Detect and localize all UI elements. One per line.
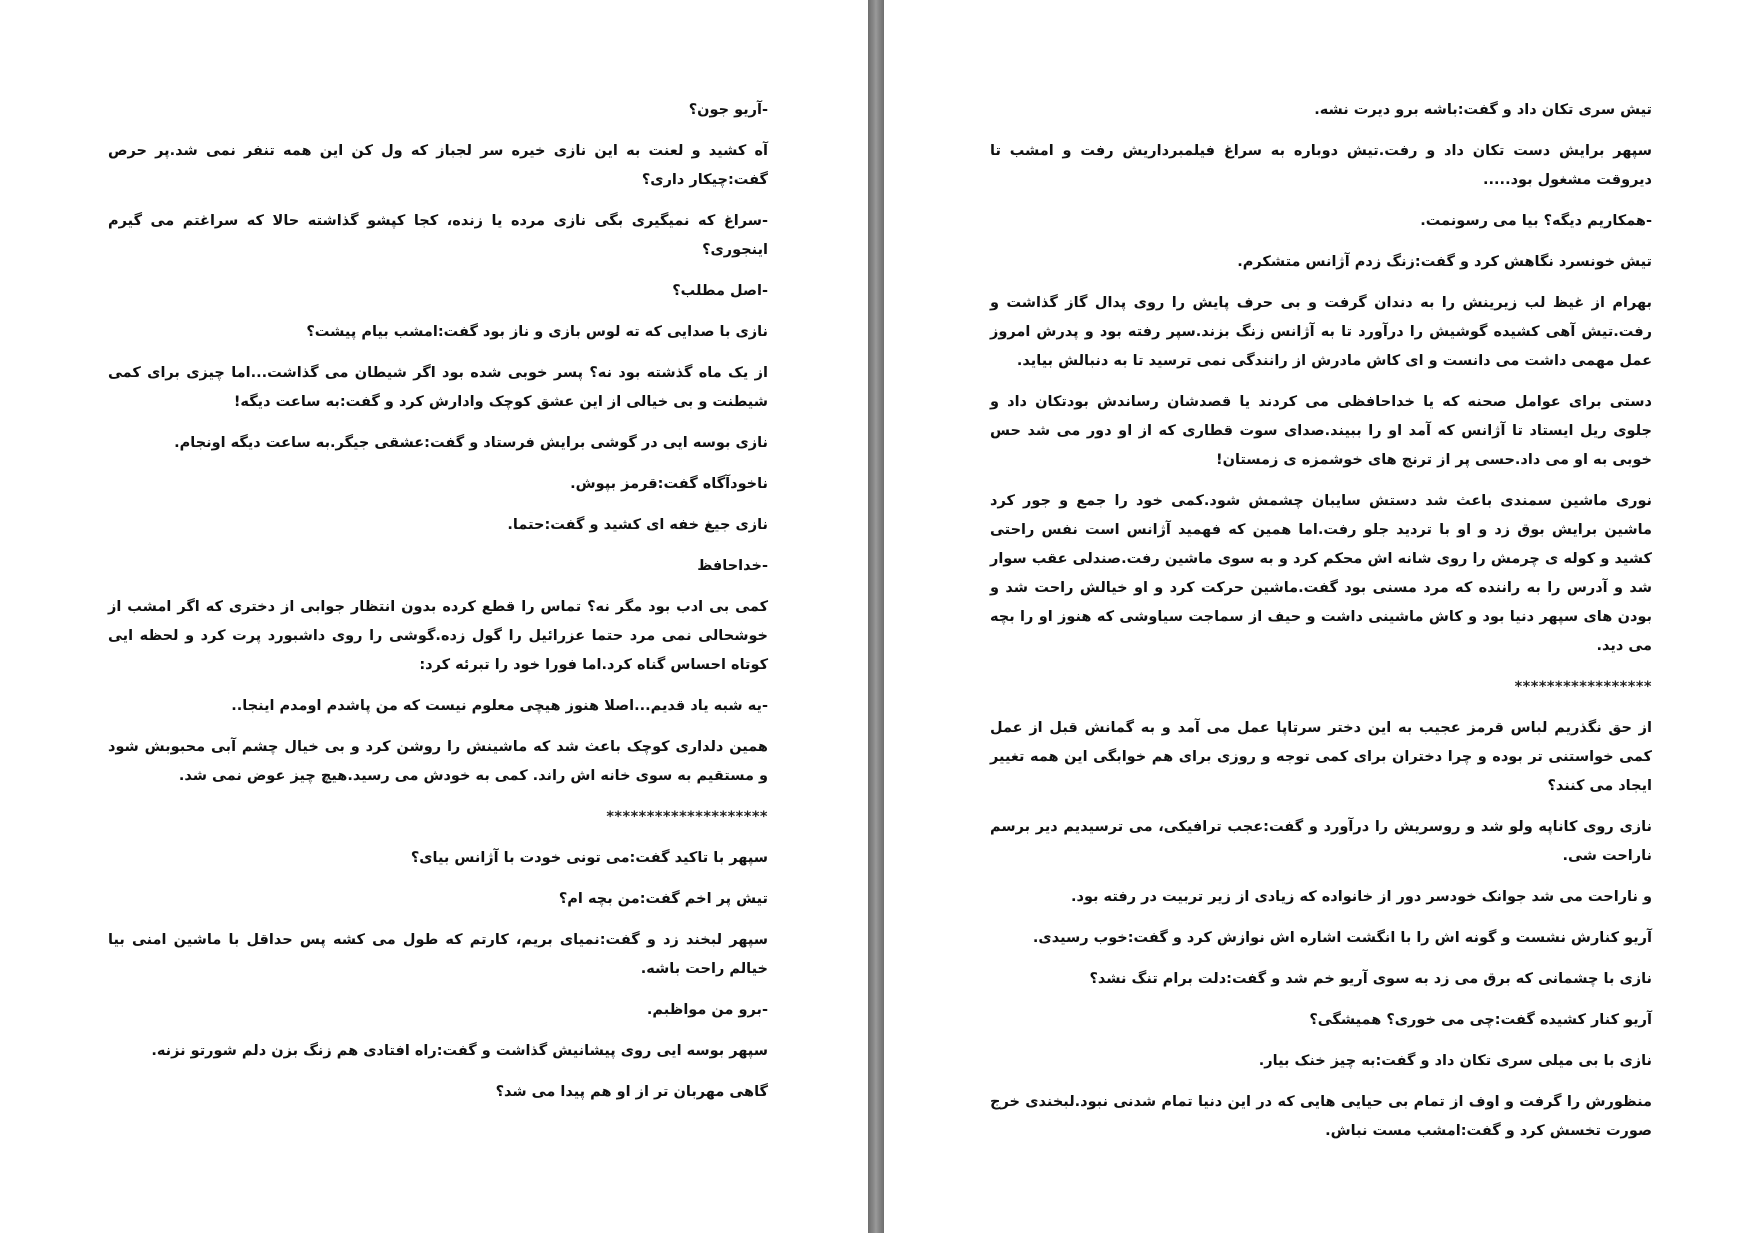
- paragraph: دستی برای عوامل صحنه که یا خداحافظی می کردند یا قصدشان رساندش بودتکان داد و جلوی ریل ایستاد تا آژانس که آمد او را ببیند.صدای سوت قطاری که از او دور می شد حس خوبی به او می داد.حسی پر از ترنج های خوشمزه ی زمستان!: [990, 394, 1652, 468]
- paragraph: تیش پر اخم گفت:من بچه ام؟: [558, 891, 768, 907]
- right-page-text: [990, 96, 1652, 1158]
- paragraph: منظورش را گرفت و اوف از تمام بی حیایی هایی که در این دنیا تمام شدنی نبود.لبخندی خرج صورت تخسش کرد و گفت:امشب مست نباش.: [990, 1094, 1652, 1139]
- paragraph: ناخودآگاه گفت:قرمز بپوش.: [570, 476, 768, 492]
- paragraph: نازی روی کاناپه ولو شد و روسریش را درآورد و گفت:عجب ترافیکی، می ترسیدیم دیر برسم ناراحت شی.: [990, 819, 1652, 864]
- left-page: [0, 0, 868, 1233]
- right-page: [884, 0, 1753, 1233]
- paragraph: -اصل مطلب؟: [672, 283, 768, 299]
- paragraph: سپهر بوسه ایی روی پیشانیش گذاشت و گفت:راه افتادی هم زنگ بزن دلم شورتو نزنه.: [151, 1043, 768, 1059]
- paragraph: سپهر با تاکید گفت:می تونی خودت با آژانس بیای؟: [410, 850, 768, 866]
- paragraph: -یه شبه یاد قدیم...اصلا هنوز هیچی معلوم نیست که من پاشدم اومدم اینجا..: [231, 698, 768, 714]
- paragraph: نازی با صدایی که ته لوس بازی و ناز بود گفت:امشب بیام پیشت؟: [306, 324, 768, 340]
- paragraph: نازی جیغ خفه ای کشید و گفت:حتما.: [507, 517, 768, 533]
- paragraph: نازی با بی میلی سری تکان داد و گفت:به چیز خنک بیار.: [1258, 1053, 1652, 1069]
- paragraph: سپهر برایش دست تکان داد و رفت.تیش دوباره به سراغ فیلمبرداریش رفت و امشب تا دیروقت مشغول بود.....: [990, 143, 1652, 188]
- paragraph: از یک ماه گذشته بود نه؟ پسر خوبی شده بود اگر شیطان می گذاشت...اما چیزی برای کمی شیطنت و بی خیالی از این عشق کوچک وادارش کرد و گفت:به ساعت دیگه!: [108, 365, 768, 410]
- paragraph: نازی بوسه ایی در گوشی برایش فرستاد و گفت:عشقی جیگر.به ساعت دیگه اونجام.: [174, 435, 768, 451]
- page-gutter: [868, 0, 884, 1233]
- paragraph: -خداحافظ: [697, 558, 768, 574]
- paragraph: -برو من مواظبم.: [646, 1002, 768, 1018]
- paragraph: همین دلداری کوچک باعث شد که ماشینش را روشن کرد و بی خیال چشم آبی محبوبش شود و مستقیم به سوی خانه اش راند. کمی به خودش می رسید.هیچ چیز عوض نمی شد.: [108, 739, 768, 784]
- paragraph: سپهر لبخند زد و گفت:نمیای بریم، کارتم که طول می کشه پس حداقل با ماشین امنی بیا خیالم راحت باشه.: [108, 932, 768, 977]
- paragraph: آریو کنار کشیده گفت:چی می خوری؟ همیشگی؟: [1309, 1012, 1652, 1028]
- paragraph: از حق نگذریم لباس قرمز عجیب به این دختر سرتاپا عمل می آمد و به گمانش قبل از عمل کمی خواستنی تر بوده و چرا دختران برای کمی توجه و روزی برای هم خوابگی این همه تغییر ایجاد می کنند؟: [990, 720, 1652, 794]
- scene-separator: ********************: [606, 809, 768, 825]
- paragraph: آریو کنارش نشست و گونه اش را با انگشت اشاره اش نوازش کرد و گفت:خوب رسیدی.: [1032, 930, 1652, 946]
- paragraph: و ناراحت می شد جوانک خودسر دور از خانواده که زیادی از زیر تربیت در رفته بود.: [1071, 889, 1652, 905]
- paragraph: -همکاریم دیگه؟ بیا می رسونمت.: [1420, 213, 1652, 229]
- paragraph: نازی با چشمانی که برق می زد به سوی آریو خم شد و گفت:دلت برام تنگ نشد؟: [1089, 971, 1652, 987]
- paragraph: تیش سری تکان داد و گفت:باشه برو دیرت نشه.: [1314, 102, 1652, 118]
- paragraph: کمی بی ادب بود مگر نه؟ تماس را قطع کرده بدون انتظار جوابی از دختری که اگر امشب از خوشحالی نمی مرد حتما عزرائیل را گول زده.گوشی را روی داشبورد پرت کرد و لحظه ایی کوتاه احساس گناه کرد.اما فورا خود را تبرئه کرد:: [108, 599, 768, 673]
- paragraph: تیش خونسرد نگاهش کرد و گفت:زنگ زدم آژانس متشکرم.: [1237, 254, 1652, 270]
- scene-separator: *****************: [1514, 679, 1652, 695]
- left-page-text: [108, 96, 768, 1119]
- paragraph: نوری ماشین سمندی باعث شد دستش سایبان چشمش شود.کمی خود را جمع و جور کرد ماشین برایش بوق زد و او با تردید جلو رفت.اما همین که فهمید آژانس است نفس راحتی کشید و کوله ی چرمش را روی شانه اش محکم کرد و به سوی ماشین رفت.صندلی عقب سوار شد و آدرس را به راننده که مرد مسنی بود گفت.ماشین حرکت کرد و او خیالش راحت شد و بودن های سپهر دنیا بود و کاش ماشینی داشت و حیف از سماجت سیاوشی که هنوز او را بچه می دید.: [990, 493, 1652, 654]
- paragraph: گاهی مهربان تر از او هم پیدا می شد؟: [495, 1084, 768, 1100]
- paragraph: -آریو جون؟: [688, 102, 768, 118]
- paragraph: -سراغ که نمیگیری بگی نازی مرده یا زنده، کجا کپشو گذاشته حالا که سراغتم می گیرم اینجوری؟: [108, 213, 768, 258]
- paragraph: بهرام از غیظ لب زیرینش را به دندان گرفت و بی حرف پایش را روی پدال گاز گذاشت و رفت.تیش آهی کشیده گوشیش را درآورد تا به آژانس زنگ بزند.سپر رفته بود و پدرش امروز عمل مهمی داشت می دانست و ای کاش مادرش از رانندگی نمی ترسید تا به دنبالش بیاید.: [990, 295, 1652, 369]
- paragraph: آه کشید و لعنت به این نازی خیره سر لجباز که ول کن این همه تنفر نمی شد.پر حرص گفت:چیکار داری؟: [108, 143, 768, 188]
